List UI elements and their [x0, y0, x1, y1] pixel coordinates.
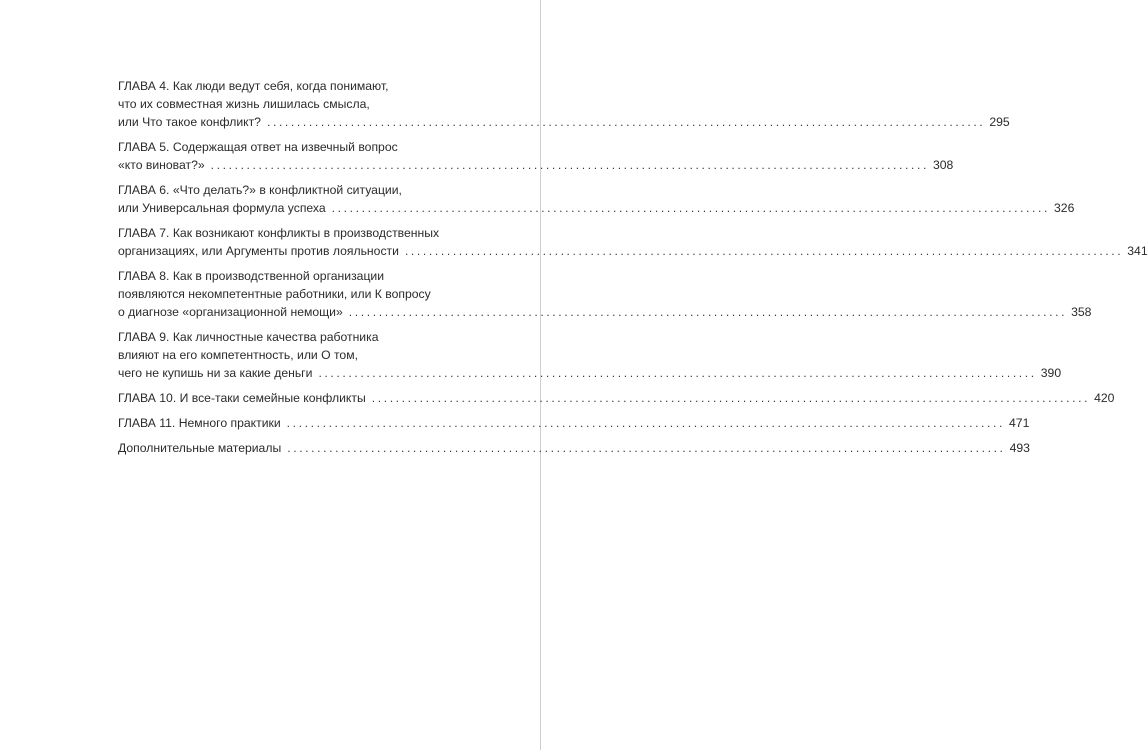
dot-leader: ........................................................................................................................: [318, 366, 1037, 380]
dot-leader: ........................................................................................................................: [287, 441, 1006, 455]
toc-entry-chapter-6[interactable]: [118, 181, 1075, 217]
toc-entry-chapter-4[interactable]: [118, 77, 1010, 131]
toc-entry-title: ГЛАВА 10. И все-таки семейные конфликты: [118, 391, 366, 405]
toc-entry-line: ГЛАВА 7. Как возникают конфликты в производственных: [118, 226, 440, 240]
toc-entry-chapter-8[interactable]: [118, 267, 1092, 321]
page-number: 358: [1071, 305, 1092, 319]
dot-leader: ........................................................................................................................: [210, 158, 929, 172]
toc-entry-title-tail: о диагнозе «организационной немощи»: [118, 305, 343, 319]
toc-entry-last-line: [118, 439, 1030, 457]
page-number: 420: [1094, 391, 1115, 405]
toc-entry-last-line: [118, 389, 1115, 407]
toc-entry-title-tail: «кто виноват?»: [118, 158, 205, 172]
toc-entry-chapter-10[interactable]: [118, 389, 1115, 407]
toc-entry-title-tail: чего не купишь ни за какие деньги: [118, 366, 313, 380]
page-number: 471: [1009, 416, 1030, 430]
toc-entry-last-line: [118, 303, 1092, 321]
dot-leader: ........................................................................................................................: [348, 305, 1068, 319]
page-number: 295: [989, 115, 1010, 129]
toc-entry-line: ГЛАВА 4. Как люди ведут себя, когда понимают,: [118, 79, 389, 93]
table-of-contents: [118, 77, 1148, 464]
toc-entry-chapter-11[interactable]: [118, 414, 1030, 432]
toc-entry-last-line: [118, 414, 1030, 432]
toc-entry-line: ГЛАВА 9. Как личностные качества работника: [118, 330, 379, 344]
toc-entry-chapter-7[interactable]: [118, 224, 1148, 260]
toc-entry-last-line: [118, 113, 1010, 131]
toc-entry-title: ГЛАВА 11. Немного практики: [118, 416, 281, 430]
dot-leader: ........................................................................................................................: [404, 244, 1124, 258]
toc-entry-line: ГЛАВА 5. Содержащая ответ на извечный вопрос: [118, 140, 398, 154]
dot-leader: ........................................................................................................................: [266, 115, 986, 129]
toc-entry-title-tail: или Универсальная формула успеха: [118, 201, 326, 215]
dot-leader: ........................................................................................................................: [331, 201, 1051, 215]
dot-leader: ........................................................................................................................: [286, 416, 1006, 430]
toc-entry-chapter-9[interactable]: [118, 328, 1062, 382]
toc-entry-line: что их совместная жизнь лишилась смысла,: [118, 97, 370, 111]
toc-entry-last-line: [118, 199, 1075, 217]
toc-entry-last-line: [118, 242, 1148, 260]
toc-entry-last-line: [118, 364, 1062, 382]
toc-entry-line: появляются некомпетентные работники, или К вопросу: [118, 287, 431, 301]
page-number: 341: [1127, 244, 1148, 258]
toc-entry-title: Дополнительные материалы: [118, 441, 282, 455]
toc-entry-title-tail: организациях, или Аргументы против лояльности: [118, 244, 399, 258]
toc-entry-additional-materials[interactable]: [118, 439, 1030, 457]
page-number: 308: [932, 158, 954, 172]
toc-entry-line: влияют на его компетентность, или О том,: [118, 348, 358, 362]
page-number: 326: [1054, 201, 1075, 215]
toc-entry-title-tail: или Что такое конфликт?: [118, 115, 261, 129]
dot-leader: ........................................................................................................................: [371, 391, 1091, 405]
toc-entry-last-line: [118, 156, 954, 174]
toc-entry-line: ГЛАВА 6. «Что делать?» в конфликтной ситуации,: [118, 183, 402, 197]
page-number: 493: [1009, 441, 1030, 455]
toc-entry-chapter-5[interactable]: [118, 138, 954, 174]
page-number: 390: [1040, 366, 1062, 380]
toc-entry-line: ГЛАВА 8. Как в производственной организации: [118, 269, 385, 283]
